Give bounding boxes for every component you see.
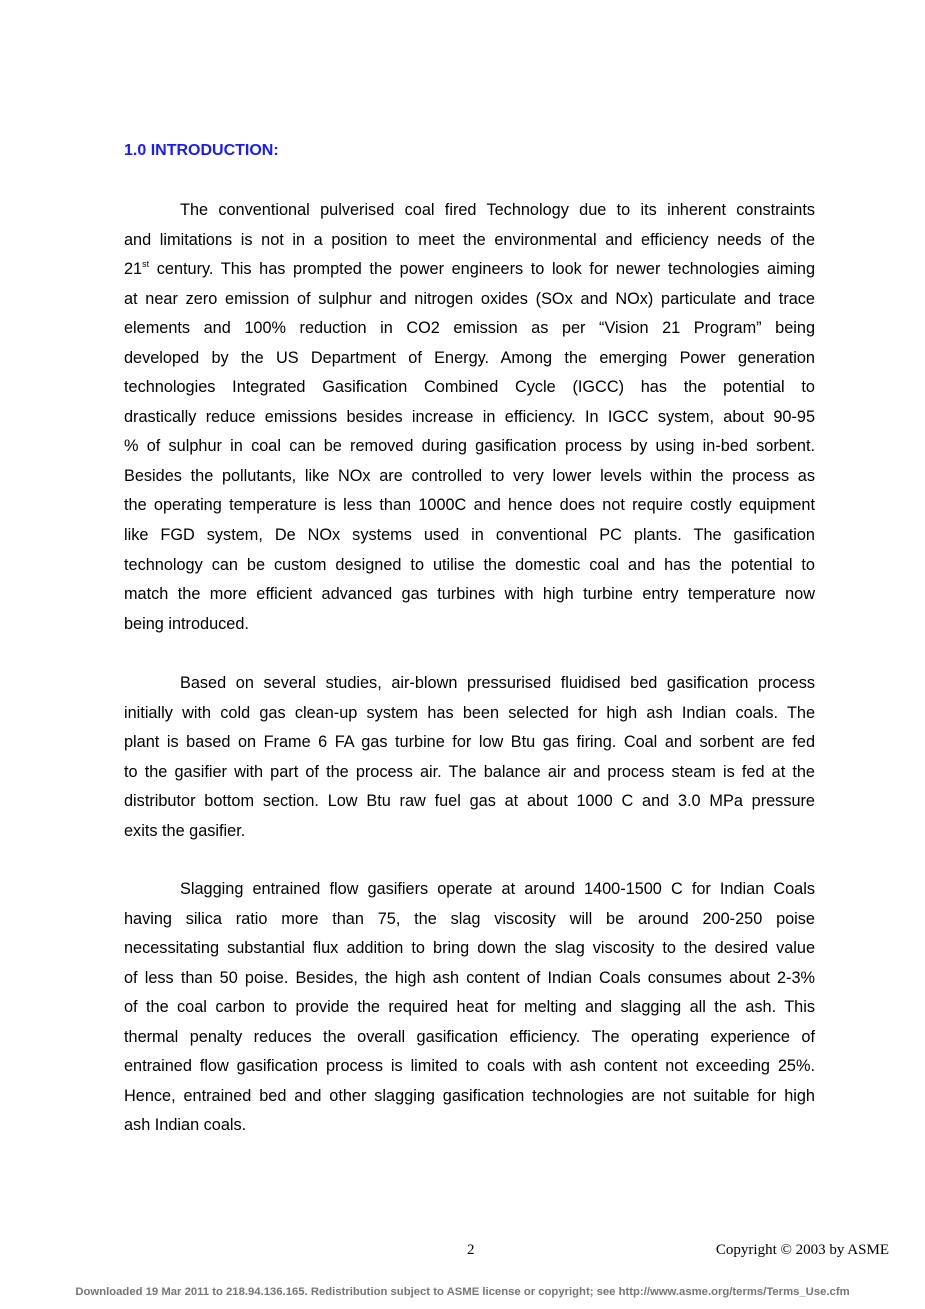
copyright-notice: Copyright © 2003 by ASME — [715, 1242, 889, 1258]
text-span: 21 — [124, 260, 143, 279]
text-line: to the gasifier with part of the process air. The balance air and process steam is fed at the — [124, 762, 815, 781]
text-line: drastically reduce emissions besides increase in efficiency. In IGCC system, about 90-95 — [124, 407, 815, 426]
text-line: distributor bottom section. Low Btu raw fuel gas at about 1000 C and 3.0 MPa pressure — [124, 792, 815, 811]
text-line: The conventional pulverised coal fired Technology due to its inherent constraints — [180, 201, 815, 219]
text-line: at near zero emission of sulphur and nitrogen oxides (SOx and NOx) particulate and trace — [124, 289, 815, 308]
text-line: like FGD system, De NOx systems used in conventional PC plants. The gasification — [124, 526, 815, 545]
text-line: match the more efficient advanced gas turbines with high turbine entry temperature now — [124, 585, 815, 604]
text-line: necessitating substantial flux addition to bring down the slag viscosity to the desired value — [124, 939, 815, 958]
text-line: Slagging entrained flow gasifiers operate at around 1400-1500 C for Indian Coals — [180, 880, 815, 898]
text-line: and limitations is not in a position to meet the environmental and efficiency needs of the — [124, 230, 815, 249]
text-line: of less than 50 poise. Besides, the high ash content of Indian Coals consumes about 2-3% — [124, 968, 815, 987]
text-line: Based on several studies, air-blown pressurised fluidised bed gasification process — [180, 674, 815, 692]
section-heading: 1.0 INTRODUCTION: — [124, 142, 279, 159]
superscript: st — [142, 259, 150, 270]
paragraph-2 — [124, 669, 815, 846]
download-notice: Downloaded 19 Mar 2011 to 218.94.136.165. Redistribution subject to ASME license or copyright; see http://www.asme.org/terms/Terms_Use.cfm — [75, 1286, 850, 1298]
text-line: the operating temperature is less than 1000C and hence does not require costly equipment — [124, 496, 815, 515]
text-line: Besides the pollutants, like NOx are controlled to very lower levels within the process as — [124, 466, 815, 485]
text-line: having silica ratio more than 75, the slag viscosity will be around 200-250 poise — [124, 909, 815, 928]
text-line: of the coal carbon to provide the required heat for melting and slagging all the ash. This — [124, 998, 815, 1017]
text-line: elements and 100% reduction in CO2 emission as per “Vision 21 Program” being — [124, 319, 815, 338]
text-line: technology can be custom designed to utilise the domestic coal and has the potential to — [124, 555, 815, 574]
text-line: being introduced. — [124, 614, 249, 633]
page-number: 2 — [467, 1242, 475, 1258]
text-line: thermal penalty reduces the overall gasification efficiency. The operating experience of — [124, 1027, 815, 1046]
text-line — [124, 255, 815, 285]
text-span: century. This has prompted the power engineers to look for newer technologies aiming — [149, 260, 815, 279]
text-line: % of sulphur in coal can be removed during gasification process by using in-bed sorbent. — [124, 437, 815, 456]
paragraph-3 — [124, 875, 815, 1141]
text-line: developed by the US Department of Energy. Among the emerging Power generation — [124, 348, 815, 367]
text-line: ash Indian coals. — [124, 1116, 247, 1135]
text-line: entrained flow gasification process is limited to coals with ash content not exceeding 25%. — [124, 1057, 815, 1076]
text-line: exits the gasifier. — [124, 821, 246, 840]
text-line: plant is based on Frame 6 FA gas turbine for low Btu gas firing. Coal and sorbent are fed — [124, 733, 815, 752]
text-line: Hence, entrained bed and other slagging gasification technologies are not suitable for high — [124, 1086, 815, 1105]
text-line: technologies Integrated Gasification Combined Cycle (IGCC) has the potential to — [124, 378, 815, 397]
text-line: initially with cold gas clean-up system has been selected for high ash Indian coals. The — [124, 703, 815, 722]
paragraph-1 — [124, 196, 815, 639]
